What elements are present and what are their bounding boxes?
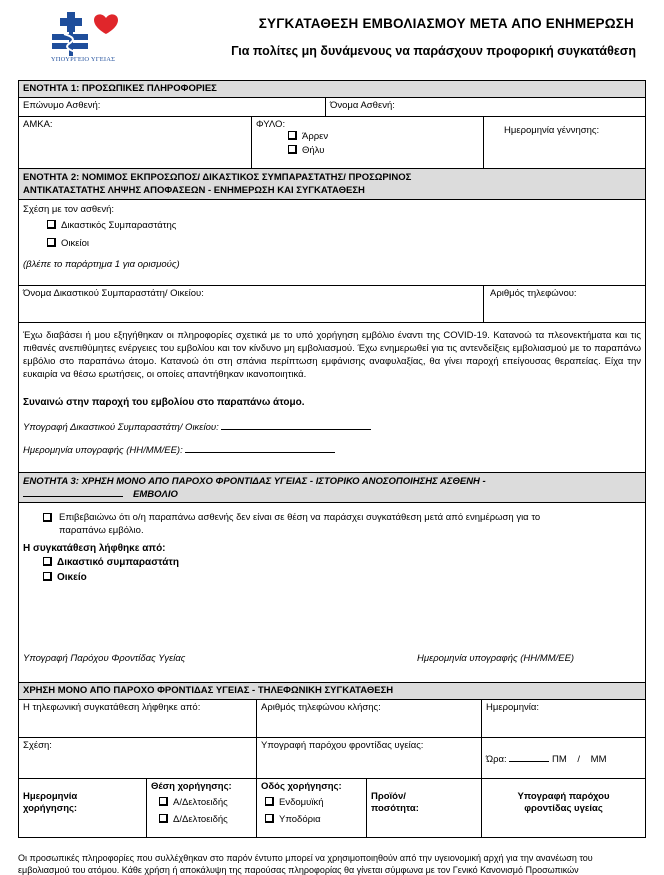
- section4-row1: [19, 699, 645, 737]
- site-left-option[interactable]: Δ/Δελτοειδής: [159, 814, 252, 825]
- relation-field[interactable]: Σχέση:: [23, 740, 52, 751]
- guardian-signature-field[interactable]: Υπογραφή Δικαστικού Συμπαραστάτη/ Οικείου:: [23, 422, 641, 433]
- surname-field[interactable]: Επώνυμο Ασθενή:: [23, 100, 101, 111]
- provider-signature-admin-field[interactable]: Υπογραφή παρόχου φροντίδας υγείας: [481, 779, 645, 837]
- signature-line: [221, 429, 371, 430]
- site-right-option[interactable]: Α/Δελτοειδής: [159, 797, 252, 808]
- route-sc-checkbox[interactable]: [265, 814, 274, 823]
- relation-guardian-option[interactable]: Δικαστικός Συμπαραστάτης: [47, 220, 641, 231]
- consent-relative-option[interactable]: Οικείο: [43, 572, 641, 583]
- signature-date-line: [185, 452, 335, 453]
- consent-guardian-option[interactable]: Δικαστικό συμπαραστάτη: [43, 557, 641, 568]
- date-field[interactable]: Ημερομηνία:: [481, 700, 645, 737]
- document-subtitle: Για πολίτες μη δυνάμενους να παράσχουν προφορική συγκατάθεση: [231, 44, 636, 58]
- section1-header: ΕΝΟΤΗΤΑ 1: ΠΡΟΣΩΠΙΚΕΣ ΠΛΗΡΟΦΟΡΙΕΣ: [19, 80, 645, 97]
- female-checkbox[interactable]: [288, 145, 297, 154]
- section3-header: ΕΝΟΤΗΤΑ 3: ΧΡΗΣΗ ΜΟΝΟ ΑΠΟ ΠΑΡΟΧΟ ΦΡΟΝΤΙΔΑΣ ΥΓΕΙΑΣ - ΙΣΤΟΡΙΚΟ ΑΝΟΣΟΠΟΙΗΣΗΣ ΑΣΘΕΝΗ - ΕΜΒΟΛΙΟ: [19, 472, 645, 502]
- route-sc-option[interactable]: Υποδόρια: [265, 814, 362, 825]
- confirm-option[interactable]: Επιβεβαιώνω ότι ο/η παραπάνω ασθενής δεν είναι σε θέση να παράσχει συγκατάθεση μετά από ενημέρωση για το παραπάνω εμβόλιο.: [23, 511, 641, 537]
- ministry-name: ΥΠΟΥΡΓΕΙΟ ΥΓΕΙΑΣ: [50, 56, 116, 63]
- section2-guardian-row: [19, 285, 645, 322]
- section2-relation-row: Σχέση με τον ασθενή: Δικαστικός Συμπαραστάτης Οικείοι (βλέπε το παράρτημα 1 για ορισμούς): [19, 199, 645, 285]
- product-field[interactable]: Προϊόν/ ποσότητα:: [366, 779, 481, 837]
- firstname-field[interactable]: Όνομα Ασθενή:: [325, 98, 645, 116]
- amka-field[interactable]: ΑΜΚΑ:: [23, 119, 53, 130]
- section2-header: ΕΝΟΤΗΤΑ 2: ΝΟΜΙΜΟΣ ΕΚΠΡΟΣΩΠΟΣ/ ΔΙΚΑΣΤΙΚΟΣ ΣΥΜΠΑΡΑΣΤΑΤΗΣ/ ΠΡΟΣΩΡΙΝΟΣ ΑΝΤΙΚΑΤΑΣΤΑΤΗΣ ΛΗΨΗΣ ΑΠΟΦΑΣΕΩΝ - ΕΝΗΜΕΡΩΣΗ ΚΑΙ ΣΥΓΚΑΤΑΘΕΣΗ: [19, 168, 645, 199]
- site-left-checkbox[interactable]: [159, 814, 168, 823]
- guardian-name-field[interactable]: Όνομα Δικαστικού Συμπαραστάτη/ Οικείου:: [23, 288, 204, 299]
- guardian-checkbox[interactable]: [47, 220, 56, 229]
- gender-female-option[interactable]: Θήλυ: [288, 145, 479, 156]
- section2-statement-row: [19, 322, 645, 472]
- admin-site-field: Θέση χορήγησης: Α/Δελτοειδής Δ/Δελτοειδής: [146, 779, 256, 837]
- admin-route-field: Οδός χορήγησης: Ενδομυϊκή Υποδόρια: [256, 779, 366, 837]
- time-field[interactable]: Ώρα: ΠΜ / ΜΜ: [481, 738, 645, 778]
- gender-male-option[interactable]: Άρρεν: [288, 131, 479, 142]
- consent-relative-checkbox[interactable]: [43, 572, 52, 581]
- admin-date-field[interactable]: Ημερομηνία χορήγησης:: [23, 791, 78, 814]
- section4-row3: [19, 778, 645, 838]
- phone-consent-from-field[interactable]: Η τηλεφωνική συγκατάθεση λήφθηκε από:: [23, 702, 201, 713]
- document-header: [0, 0, 664, 80]
- site-right-checkbox[interactable]: [159, 797, 168, 806]
- document-title: ΣΥΓΚΑΤΑΘΕΣΗ ΕΜΒΟΛΙΑΣΜΟΥ ΜΕΤΑ ΑΠΟ ΕΝΗΜΕΡΩΣΗ: [258, 16, 634, 31]
- male-checkbox[interactable]: [288, 131, 297, 140]
- section1-name-row: [19, 97, 645, 116]
- consent-guardian-checkbox[interactable]: [43, 557, 52, 566]
- birthdate-field[interactable]: Ημερομηνία γέννησης:: [483, 117, 645, 168]
- provider-signature-phone-field[interactable]: Υπογραφή παρόχου φροντίδας υγείας:: [256, 738, 481, 778]
- appendix-note: (βλέπε το παράρτημα 1 για ορισμούς): [23, 259, 180, 270]
- time-line: [509, 761, 549, 762]
- consent-statement: Έχω διαβάσει ή μου εξηγήθηκαν οι πληροφορίες σχετικά με το υπό χορήγηση εμβόλιο έναντι της COVID-19. Κατανοώ τα πλεονεκτήματα και τις πιθανές ανεπιθύμητες ενέργειες του εμβολίου και τον κίνδυνο μη εμβολιασμού. Έχω ενημερωθεί για τις αντενδείξεις εμβολιασμού με το παραπάνω εμβόλιο στο παραπάνω άτομο. Κατανοώ ότι στη σπάνια περίπτωση εμφάνισης αναφυλαξίας, θα γίνει παροχή επείγουσας θεραπείας. Είχα την ευκαιρία να θέσω ερωτήσεις, οι οποίες απαντήθηκαν ικανοποιητικά.: [23, 330, 642, 380]
- mm-option[interactable]: ΜΜ: [590, 754, 607, 765]
- section4-header: ΧΡΗΣΗ ΜΟΝΟ ΑΠΟ ΠΑΡΟΧΟ ΦΡΟΝΤΙΔΑΣ ΥΓΕΙΑΣ - ΤΗΛΕΦΩΝΙΚΗ ΣΥΓΚΑΤΑΘΕΣΗ: [19, 682, 645, 699]
- route-im-checkbox[interactable]: [265, 797, 274, 806]
- provider-signature-field[interactable]: Υπογραφή Παρόχου Φροντίδας Υγείας: [23, 653, 186, 664]
- section3-body: Επιβεβαιώνω ότι ο/η παραπάνω ασθενής δεν είναι σε θέση να παράσχει συγκατάθεση μετά από ενημέρωση για το παραπάνω εμβόλιο. Η συγκατάθεση λήφθηκε από: Δικαστικό συμπαραστάτη Οικείο Υπογραφή Παρόχου Φροντίδας Υγείας Ημερομηνία υπογραφής (ΗΗ/ΜΜ/ΕΕ): [19, 502, 645, 682]
- pm-option[interactable]: ΠΜ: [551, 754, 567, 765]
- relation-relative-option[interactable]: Οικείοι: [47, 238, 641, 249]
- vaccine-name-line: [23, 496, 123, 497]
- consent-declaration: Συναινώ στην παροχή του εμβολίου στο παραπάνω άτομο.: [23, 397, 305, 408]
- section4-row2: [19, 737, 645, 778]
- signature-date-field[interactable]: Ημερομηνία υπογραφής (ΗΗ/ΜΜ/ΕΕ):: [23, 445, 641, 456]
- provider-signature-date-field[interactable]: Ημερομηνία υπογραφής (ΗΗ/ΜΜ/ΕΕ): [417, 653, 575, 664]
- consent-form: [18, 80, 646, 838]
- confirm-checkbox[interactable]: [43, 513, 52, 522]
- gender-field: ΦΥΛΟ: Άρρεν Θήλυ: [251, 117, 483, 168]
- privacy-footer: Οι προσωπικές πληροφορίες που συλλέχθηκαν στο παρόν έντυπο μπορεί να χρησιμοποιηθούν από την υγειονομική αρχή για την ανανέωση του εμβολιασμού του ατόμου. Κάθε χρήση ή αποκάλυψη της παρούσας πληροφορίας θα γίνεται σύμφωνα με τον Γενικό Κανονισμό Προσωπικών: [18, 853, 593, 875]
- call-number-field[interactable]: Αριθμός τηλεφώνου κλήσης:: [256, 700, 481, 737]
- relative-checkbox[interactable]: [47, 238, 56, 247]
- phone-field[interactable]: Αριθμός τηλεφώνου:: [483, 286, 645, 322]
- section1-details-row: [19, 116, 645, 168]
- route-im-option[interactable]: Ενδομυϊκή: [265, 797, 362, 808]
